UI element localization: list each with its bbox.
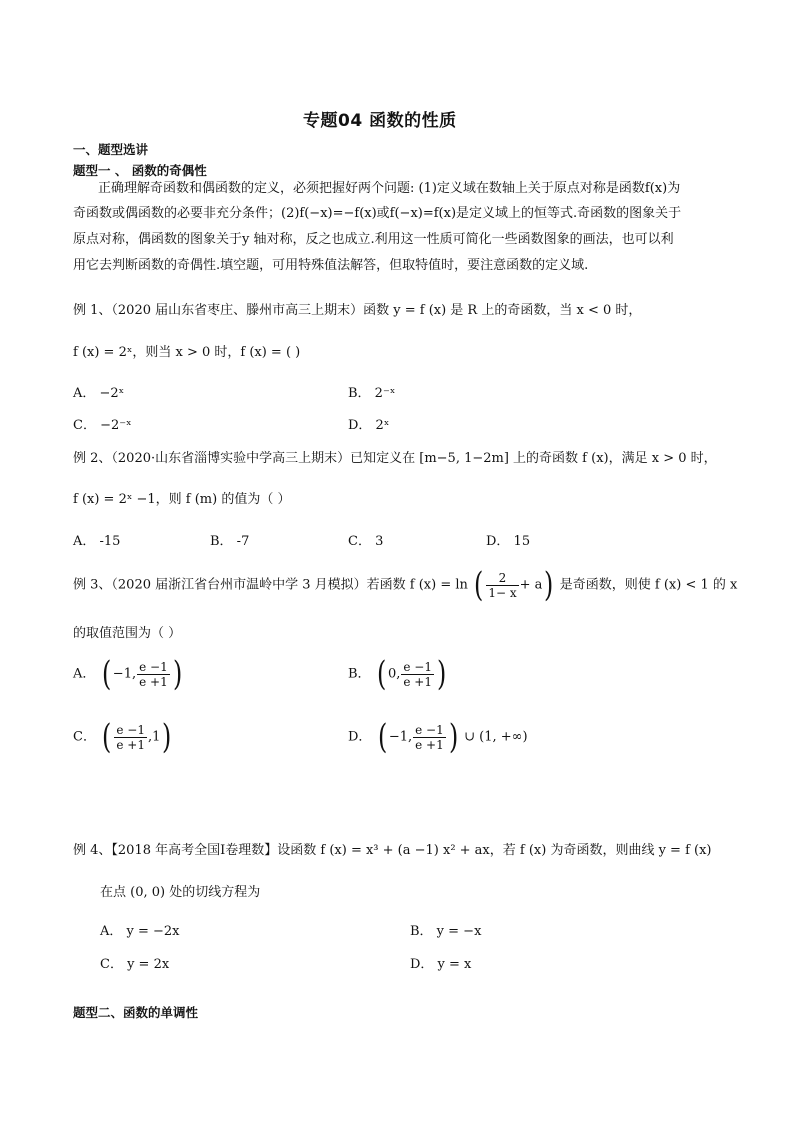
ex4-line-2: 在点 (0, 0) 处的切线方程为 <box>100 885 261 900</box>
paren-left-icon: ( <box>474 565 484 605</box>
paren-right-icon: ) <box>436 654 447 694</box>
ex3-option-b <box>348 654 448 694</box>
ex3-option-a <box>73 654 184 694</box>
paren-right-icon: ) <box>162 717 172 757</box>
ex3-option-d-label: D． <box>348 729 372 745</box>
intro-line-3: 原点对称，偶函数的图象关于y 轴对称，反之也成立.利用这一性质可简化一些函数图象的画法，也可以利 <box>73 232 674 247</box>
ex3-option-b-frac <box>401 660 434 689</box>
ex3-option-b-left: 0, <box>387 666 401 682</box>
intro-line-4: 用它去判断函数的奇偶性.填空题，可用特殊值法解答，但取特值时，要注意函数的定义域. <box>73 258 589 273</box>
frac-num: e −1 <box>116 722 145 737</box>
topic-heading-2: 题型二、函数的单调性 <box>73 1005 199 1020</box>
paren-left-icon: ( <box>376 654 386 694</box>
frac-den: e +1 <box>139 674 168 689</box>
frac-den: e +1 <box>415 737 444 752</box>
ex3-plus-a: + a <box>519 577 543 593</box>
ex3-option-a-left: −1, <box>112 666 137 682</box>
ex1-option-b: B． 2⁻ˣ <box>348 386 396 401</box>
paren-left-icon: ( <box>101 654 111 694</box>
ex3-option-c-label: C． <box>73 729 96 745</box>
page-title: 专题04 函数的性质 <box>303 111 457 131</box>
ex3-option-d-frac <box>413 723 446 752</box>
intro-line-2: 奇函数或偶函数的必要非充分条件；(2)f(−x)=−f(x)或f(−x)=f(x)是定义域上的恒等式.奇函数的图象关于 <box>73 206 682 221</box>
ex2-option-a: A． -15 <box>73 534 121 549</box>
frac-den: e +1 <box>403 674 432 689</box>
ex2-option-b: B． -7 <box>210 534 250 549</box>
ex3-option-c <box>73 717 174 757</box>
frac-num: e −1 <box>403 659 432 674</box>
ex1-line-2: f (x) = 2ˣ，则当 x > 0 时，f (x) = ( ) <box>73 345 301 360</box>
ex3-line-1 <box>73 565 738 605</box>
topic-heading-1: 题型一 、 函数的奇偶性 <box>73 163 207 178</box>
ex1-option-a: A． −2ˣ <box>73 386 125 401</box>
ex3-frac-den: 1− x <box>488 585 517 600</box>
frac-num: e −1 <box>415 722 444 737</box>
ex2-line-1: 例 2、（2020·山东省淄博实验中学高三上期末）已知定义在 [m−5, 1−2m] 上的奇函数 f (x)，满足 x > 0 时， <box>73 451 717 466</box>
ex3-line-2: 的取值范围为（ ） <box>73 626 182 641</box>
ex3-option-d <box>348 717 528 757</box>
ex3-prefix: 例 3、（2020 届浙江省台州市温岭中学 3 月模拟）若函数 f (x) = ln <box>73 577 468 593</box>
ex4-option-c: C． y = 2x <box>100 957 170 972</box>
ex2-line-2: f (x) = 2ˣ −1，则 f (m) 的值为（ ） <box>73 492 291 507</box>
ex3-frac-num: 2 <box>486 571 518 586</box>
paren-left-icon: ( <box>377 717 387 757</box>
frac-den: e +1 <box>116 737 145 752</box>
ex2-option-c: C． 3 <box>348 534 384 549</box>
ex4-option-a: A． y = −2x <box>100 924 180 939</box>
section-heading: 一、题型选讲 <box>73 142 149 157</box>
intro-line-1: 正确理解奇函数和偶函数的定义，必须把握好两个问题: (1)定义域在数轴上关于原点对称是函数f(x)为 <box>98 181 681 196</box>
ex4-line-1: 例 4、【2018 年高考全国Ⅰ卷理数】设函数 f (x) = x³ + (a −1) x² + ax，若 f (x) 为奇函数，则曲线 y = f (x) <box>73 843 712 858</box>
ex3-option-a-frac <box>137 660 170 689</box>
ex3-option-a-label: A． <box>73 666 96 682</box>
frac-num: e −1 <box>139 659 168 674</box>
ex3-option-b-label: B． <box>348 666 371 682</box>
paren-right-icon: ) <box>172 654 182 694</box>
ex3-fraction <box>486 571 518 600</box>
ex4-option-d: D． y = x <box>410 957 472 972</box>
ex4-option-b: B． y = −x <box>410 924 482 939</box>
ex1-line-1: 例 1、（2020 届山东省枣庄、滕州市高三上期末）函数 y = f (x) 是 R 上的奇函数，当 x < 0 时， <box>73 303 642 318</box>
ex3-option-c-frac <box>114 723 147 752</box>
paren-right-icon: ) <box>544 565 554 605</box>
ex3-option-c-right: ,1 <box>147 729 161 745</box>
ex1-option-d: D． 2ˣ <box>348 418 390 433</box>
paren-right-icon: ) <box>448 717 459 757</box>
ex2-option-d: D． 15 <box>486 534 531 549</box>
ex3-option-d-right: ∪ (1, +∞) <box>464 729 528 745</box>
ex3-suffix: 是奇函数，则使 f (x) < 1 的 x <box>559 577 738 593</box>
ex1-option-c: C． −2⁻ˣ <box>73 418 132 433</box>
paren-left-icon: ( <box>102 717 112 757</box>
ex3-option-d-left: −1, <box>388 729 413 745</box>
